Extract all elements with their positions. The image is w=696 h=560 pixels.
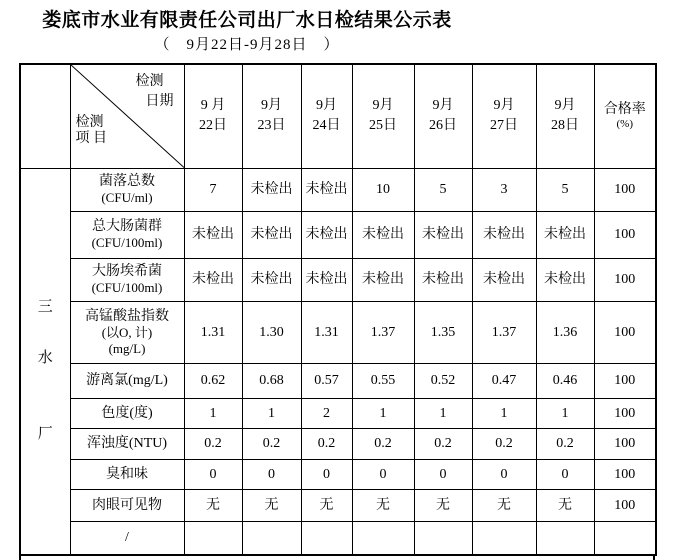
corner-empty-cell [20, 64, 70, 168]
value-cell: 未检出 [184, 258, 242, 301]
rate-cell: 100 [594, 489, 656, 521]
value-cell [414, 521, 472, 555]
date-header-cell: 9月 26日 [414, 64, 472, 168]
title-block [0, 9, 494, 54]
rate-cell [594, 521, 656, 555]
table-row [20, 301, 656, 363]
diagonal-label-date [136, 72, 174, 112]
diagonal-label-item-line1: 检测 [75, 114, 104, 130]
table-row [20, 521, 656, 555]
value-cell [472, 521, 536, 555]
value-cell: 未检出 [242, 258, 301, 301]
value-cell: 未检出 [352, 211, 414, 258]
table-row [20, 168, 656, 211]
table-row [20, 428, 656, 459]
diagonal-label-date-line2: 日期 [145, 94, 174, 109]
value-cell: 0.62 [184, 363, 242, 398]
header-row [20, 64, 656, 168]
table-row [20, 258, 656, 301]
item-label-cell: / [70, 521, 184, 555]
rate-header-line2: (%) [616, 118, 633, 131]
value-cell: 0.2 [472, 428, 536, 459]
value-cell: 0 [242, 459, 301, 489]
item-label-cell: 菌落总数 (CFU/ml) [70, 168, 184, 211]
value-cell: 0 [536, 459, 594, 489]
value-cell: 无 [242, 489, 301, 521]
date-header-cell: 9 月 22日 [184, 64, 242, 168]
item-label-cell: 浑浊度(NTU) [70, 428, 184, 459]
value-cell: 1 [184, 398, 242, 428]
value-cell: 0.47 [472, 363, 536, 398]
date-header-cell: 9月 24日 [301, 64, 352, 168]
page-title: 娄底市水业有限责任公司出厂水日检结果公示表 [42, 10, 452, 31]
value-cell: 0.52 [414, 363, 472, 398]
item-label-cell: 大肠埃希菌 (CFU/100ml) [70, 258, 184, 301]
rate-cell: 100 [594, 363, 656, 398]
value-cell: 未检出 [301, 211, 352, 258]
value-cell: 10 [352, 168, 414, 211]
page-subtitle: （ 9月22日-9月28日 ） [154, 37, 340, 53]
value-cell: 1 [472, 398, 536, 428]
value-cell: 5 [414, 168, 472, 211]
table-row [20, 398, 656, 428]
date-header-cell: 9月 27日 [472, 64, 536, 168]
value-cell: 无 [184, 489, 242, 521]
table-body [20, 168, 656, 555]
item-label-cell: 游离氯(mg/L) [70, 363, 184, 398]
value-cell: 1 [414, 398, 472, 428]
value-cell: 0.68 [242, 363, 301, 398]
value-cell: 无 [301, 489, 352, 521]
value-cell: 未检出 [536, 258, 594, 301]
rate-cell: 100 [594, 301, 656, 363]
value-cell: 未检出 [414, 258, 472, 301]
value-cell: 0.2 [301, 428, 352, 459]
diagonal-label-date-line1: 检测 [135, 74, 164, 89]
value-cell: 未检出 [472, 258, 536, 301]
rate-cell: 100 [594, 258, 656, 301]
value-cell [352, 521, 414, 555]
value-cell: 0.2 [184, 428, 242, 459]
value-cell: 0.2 [242, 428, 301, 459]
item-label-cell: 高锰酸盐指数 (以O, 计) (mg/L) [70, 301, 184, 363]
rate-header-cell [594, 64, 656, 168]
value-cell: 未检出 [242, 168, 301, 211]
value-cell: 0 [414, 459, 472, 489]
value-cell: 0.46 [536, 363, 594, 398]
results-table [19, 63, 657, 556]
rate-cell: 100 [594, 459, 656, 489]
value-cell: 未检出 [184, 211, 242, 258]
value-cell: 7 [184, 168, 242, 211]
value-cell: 未检出 [536, 211, 594, 258]
rate-cell: 100 [594, 398, 656, 428]
table-row [20, 211, 656, 258]
value-cell: 1.36 [536, 301, 594, 363]
table-row [20, 489, 656, 521]
item-label-cell: 肉眼可见物 [70, 489, 184, 521]
value-cell: 2 [301, 398, 352, 428]
table-row [20, 363, 656, 398]
value-cell [242, 521, 301, 555]
value-cell: 1.37 [352, 301, 414, 363]
diagonal-header-cell [70, 64, 184, 168]
table-right-border-continuation [653, 555, 655, 560]
date-header-cell: 9月 25日 [352, 64, 414, 168]
value-cell: 无 [414, 489, 472, 521]
value-cell: 未检出 [301, 258, 352, 301]
value-cell: 未检出 [414, 211, 472, 258]
item-label-cell: 色度(度) [70, 398, 184, 428]
rate-cell: 100 [594, 168, 656, 211]
date-header-cell: 9月 28日 [536, 64, 594, 168]
value-cell: 1 [242, 398, 301, 428]
value-cell: 未检出 [242, 211, 301, 258]
value-cell: 0.2 [352, 428, 414, 459]
rate-cell: 100 [594, 428, 656, 459]
value-cell [184, 521, 242, 555]
value-cell: 无 [472, 489, 536, 521]
value-cell: 1.31 [184, 301, 242, 363]
value-cell: 5 [536, 168, 594, 211]
plant-name-cell [20, 168, 70, 555]
value-cell: 1 [352, 398, 414, 428]
value-cell: 0 [352, 459, 414, 489]
value-cell: 0 [472, 459, 536, 489]
table-left-border-continuation [19, 555, 21, 560]
value-cell: 1.30 [242, 301, 301, 363]
value-cell: 1.35 [414, 301, 472, 363]
value-cell: 0 [184, 459, 242, 489]
item-label-cell: 臭和味 [70, 459, 184, 489]
value-cell: 0.57 [301, 363, 352, 398]
value-cell: 0 [301, 459, 352, 489]
value-cell: 0.2 [414, 428, 472, 459]
item-label-cell: 总大肠菌群 (CFU/100ml) [70, 211, 184, 258]
rate-cell: 100 [594, 211, 656, 258]
diagonal-label-item-line2: 项 目 [75, 130, 107, 146]
value-cell: 未检出 [472, 211, 536, 258]
value-cell [536, 521, 594, 555]
value-cell: 0.55 [352, 363, 414, 398]
value-cell: 1.31 [301, 301, 352, 363]
diagonal-label-item [76, 115, 108, 147]
plant-name-vertical-text: 三 水 厂 [37, 298, 53, 442]
value-cell: 无 [536, 489, 594, 521]
value-cell: 1.37 [472, 301, 536, 363]
rate-header-line1: 合格率 [603, 102, 646, 118]
value-cell: 3 [472, 168, 536, 211]
value-cell [301, 521, 352, 555]
value-cell: 无 [352, 489, 414, 521]
value-cell: 未检出 [352, 258, 414, 301]
value-cell: 未检出 [301, 168, 352, 211]
table-row [20, 459, 656, 489]
value-cell: 0.2 [536, 428, 594, 459]
date-header-cell: 9月 23日 [242, 64, 301, 168]
value-cell: 1 [536, 398, 594, 428]
